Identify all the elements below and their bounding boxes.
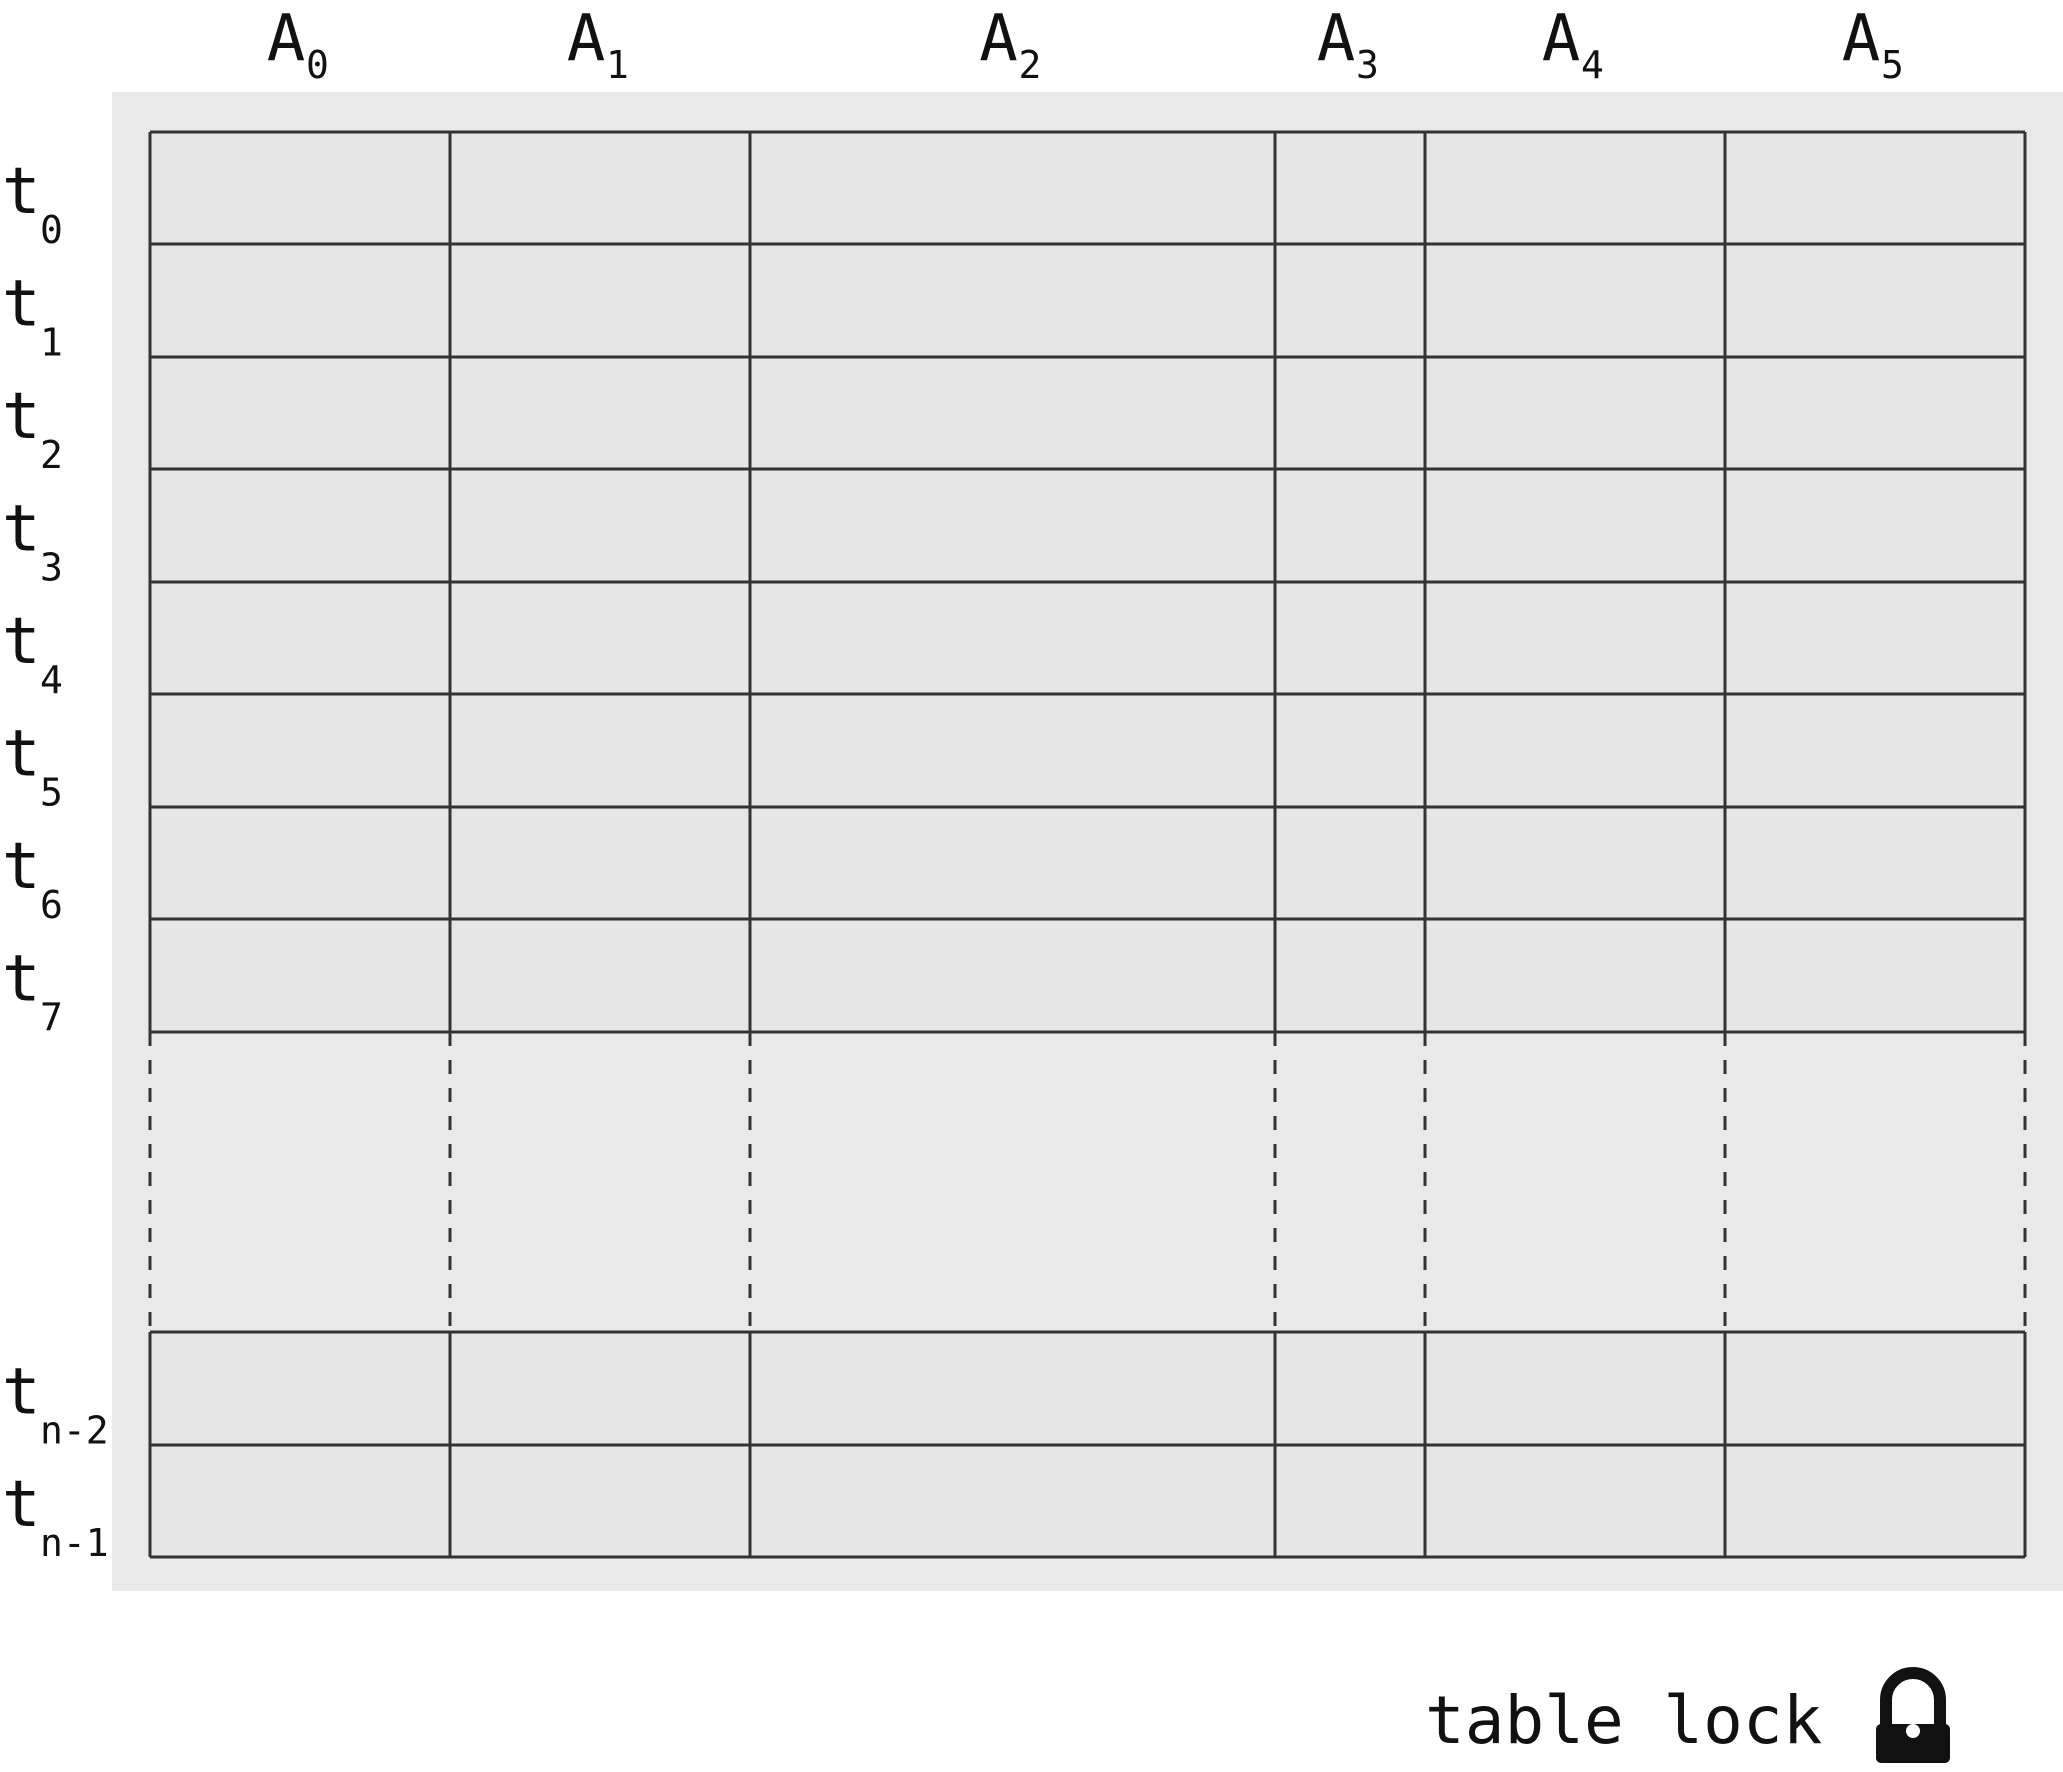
row-header-sub-b1: n-1 [40, 1521, 109, 1565]
row-header-t4: t [2, 605, 41, 679]
column-header-5: A [1841, 2, 1881, 76]
row-header-sub-b0: n-2 [40, 1408, 109, 1453]
column-header-sub-3: 3 [1356, 43, 1379, 87]
row-header-t1: t [2, 267, 41, 342]
column-header-sub-5: 5 [1881, 43, 1904, 87]
column-header-3: A [1316, 2, 1356, 76]
row-header-sub-t6: 6 [40, 883, 63, 927]
row-header-sub-t7: 7 [40, 995, 63, 1040]
column-headers [267, 2, 1904, 87]
row-header-sub-t1: 1 [40, 320, 63, 365]
row-header-t5: t [2, 717, 41, 792]
column-header-sub-0: 0 [306, 43, 329, 87]
row-header-sub-t0: 0 [40, 208, 63, 252]
lock-icon [1876, 1673, 1950, 1763]
row-header-sub-t4: 4 [40, 658, 63, 702]
row-header-sub-t5: 5 [40, 770, 63, 815]
row-header-b1: t [2, 1468, 41, 1542]
row-header-sub-t3: 3 [40, 545, 63, 590]
row-header-t7: t [2, 942, 41, 1017]
column-header-sub-1: 1 [606, 43, 629, 87]
row-header-t0: t [2, 155, 41, 229]
column-header-0: A [266, 2, 306, 76]
table-cells [150, 132, 2025, 1557]
column-header-4: A [1541, 2, 1581, 76]
row-header-t6: t [2, 830, 41, 904]
row-header-b0: t [2, 1355, 41, 1430]
column-header-2: A [979, 2, 1018, 76]
row-header-t3: t [2, 492, 41, 567]
row-header-t2: t [2, 380, 41, 454]
column-header-sub-4: 4 [1581, 43, 1604, 87]
column-header-sub-2: 2 [1018, 43, 1042, 87]
row-headers [2, 155, 109, 1565]
row-header-sub-t2: 2 [40, 433, 63, 477]
column-header-1: A [566, 2, 606, 76]
caption-text: table lock [1425, 1682, 1823, 1759]
